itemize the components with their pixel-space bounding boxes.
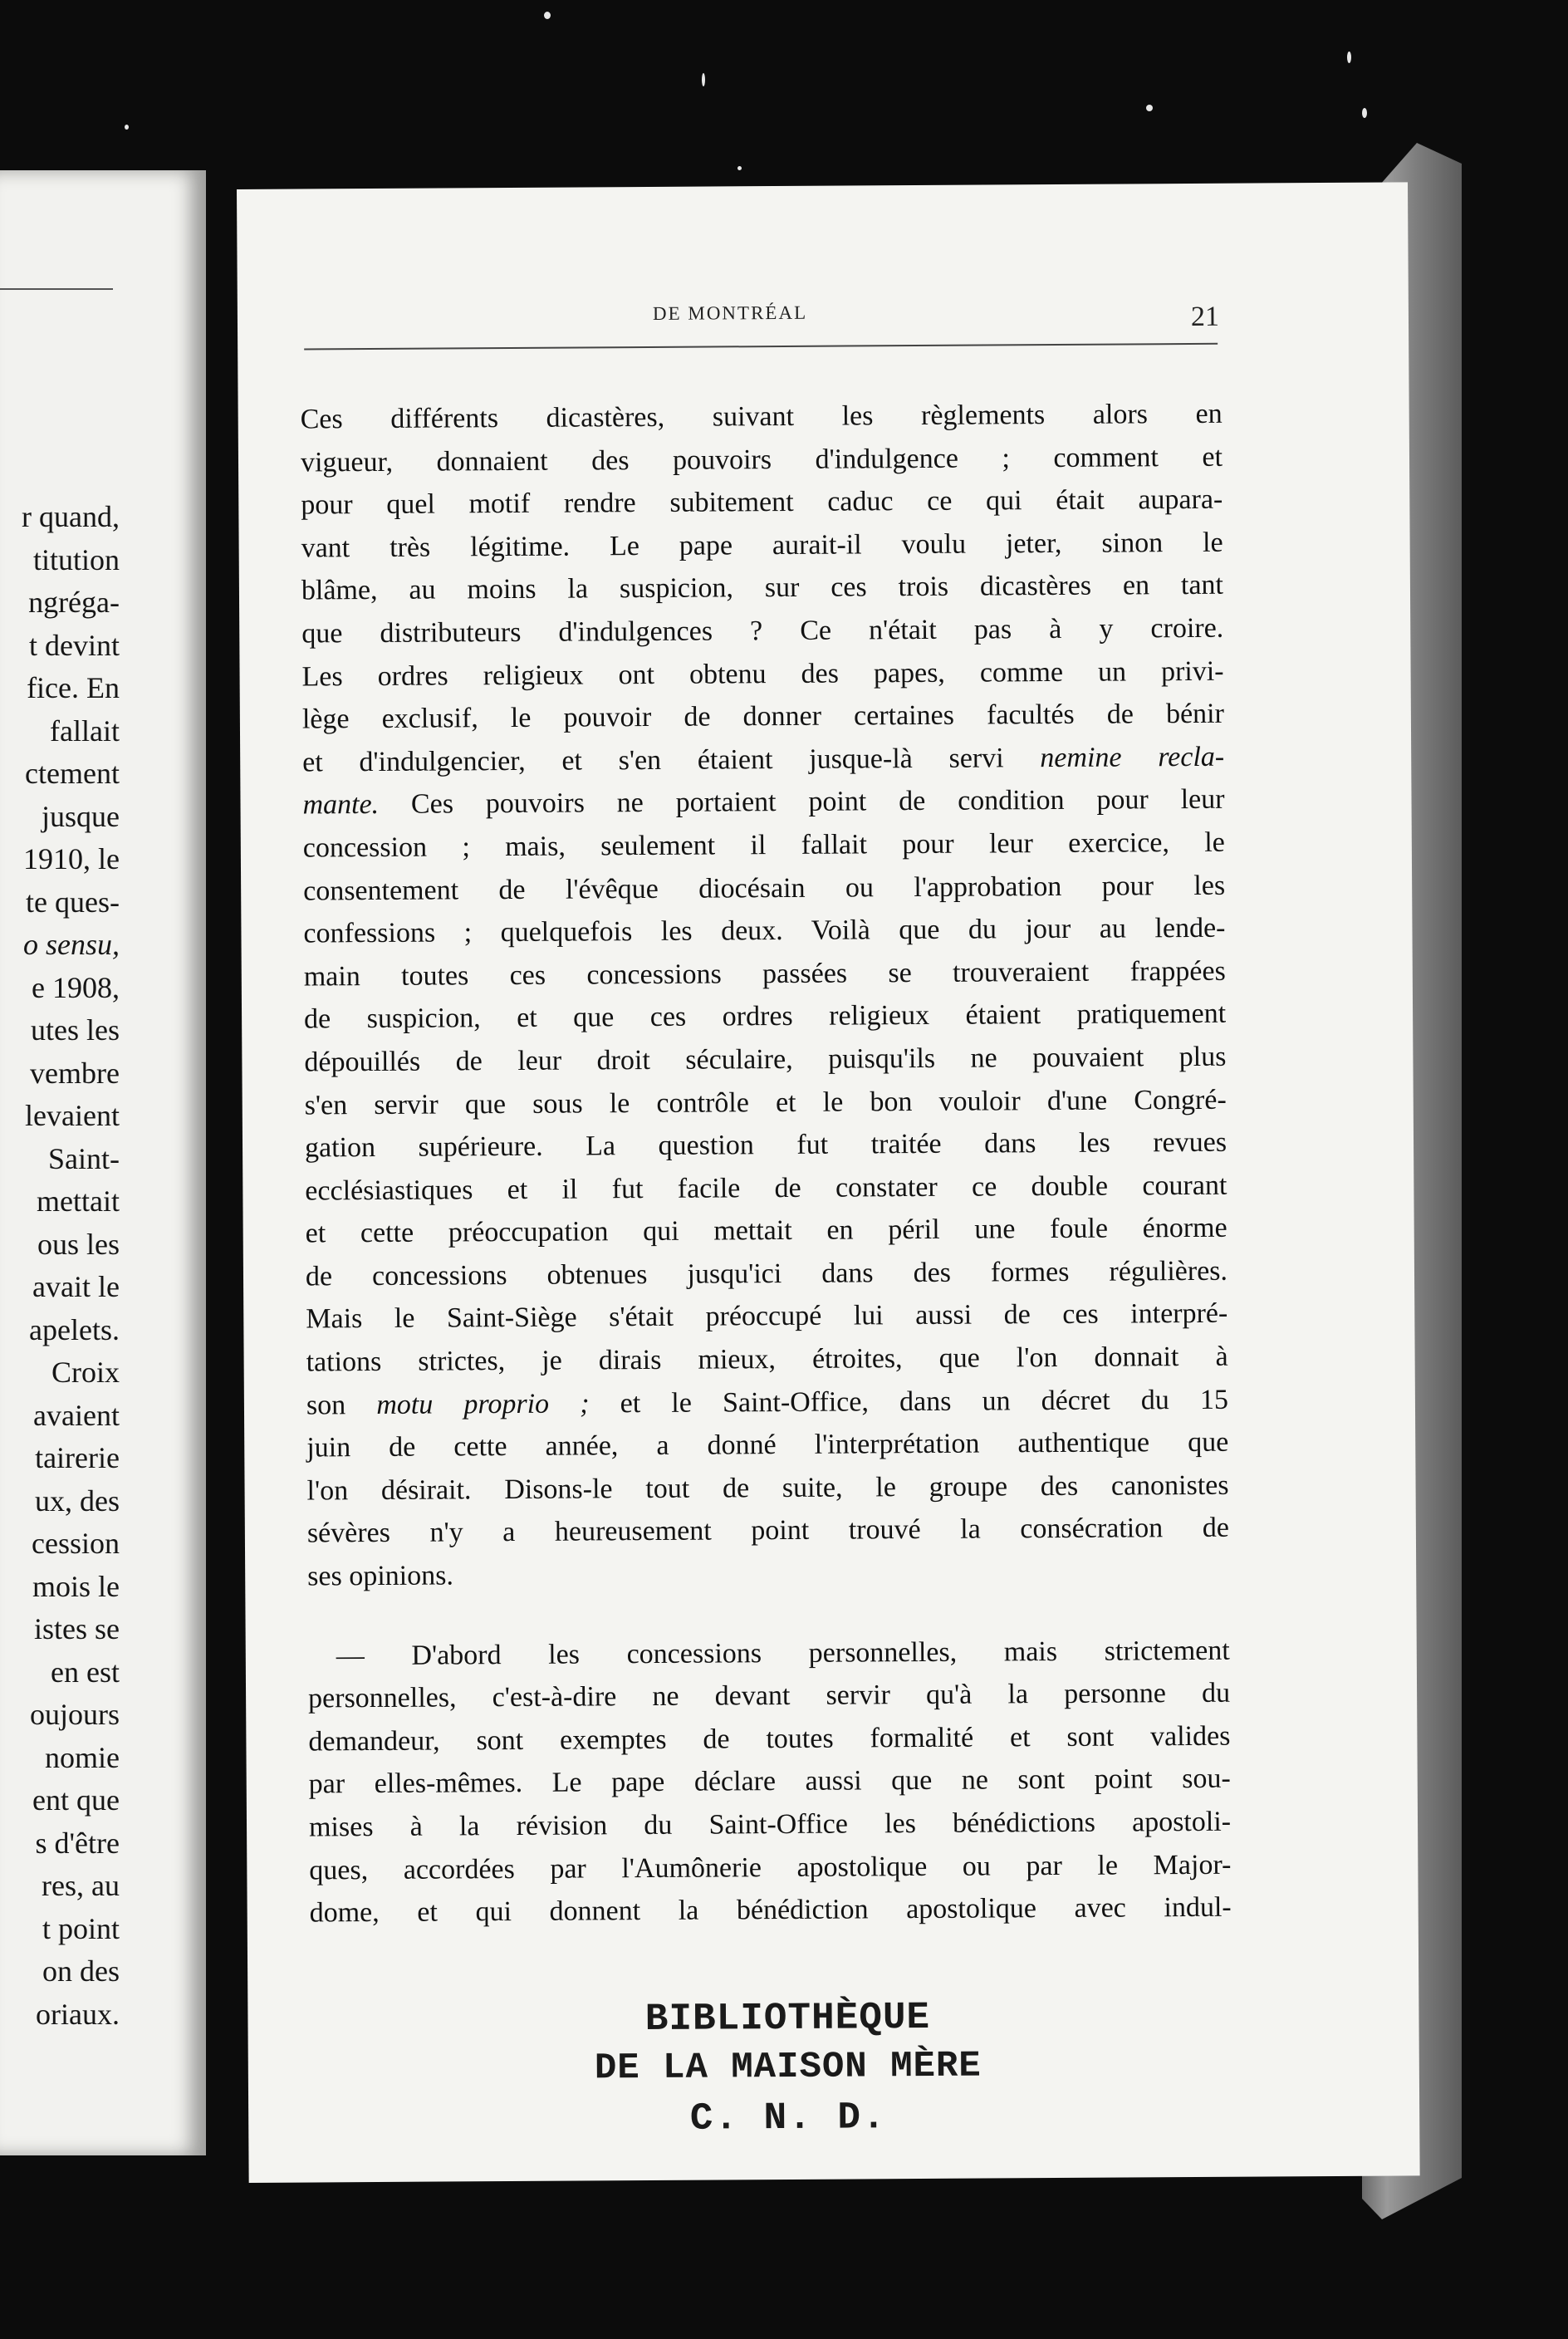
text-line: Les ordres religieux ont obtenu des papes, comme un privi- [301, 655, 1224, 693]
text-line: gation supérieure. La question fut traitée dans les revues [304, 1126, 1227, 1164]
text-line: demandeur, sont exemptes de toutes formalité et sont valides [308, 1720, 1231, 1758]
text-line: ecclésiastiques et il fut facile de constater ce double courant [305, 1170, 1227, 1207]
text-line: — D'abord les concessions personnelles, mais strictement [336, 1635, 1230, 1671]
text-segment: Ces pouvoirs ne portaient point de condition pour leur [379, 784, 1225, 821]
text-line: sévères n'y a heureusement point trouvé la consécration de [306, 1513, 1229, 1549]
text-line: personnelles, c'est-à-dire ne devant servir qu'à la personne du [307, 1677, 1231, 1714]
text-line: ses opinions. [307, 1560, 454, 1592]
previous-page-line: te ques- [26, 885, 120, 919]
text-line: confessions ; quelquefois les deux. Voilà que du jour au lende- [303, 912, 1226, 949]
previous-page-line: vembre [30, 1056, 120, 1090]
text-line: par elles-mêmes. Le pape déclare aussi que ne sont point sou- [308, 1763, 1231, 1800]
italic-text: motu proprio ; [376, 1388, 590, 1420]
text-line [306, 1378, 1228, 1426]
text-line: vant très légitime. Le pape aurait-il voulu jeter, sinon le [301, 527, 1223, 564]
previous-page-line: oriaux. [36, 1997, 120, 2031]
text-line: mises à la révision du Saint-Office les bénédictions apostoli- [308, 1806, 1232, 1843]
previous-page-line: avaient [33, 1398, 120, 1432]
previous-page-line: oujours [30, 1698, 120, 1731]
text-line [302, 778, 1224, 826]
text-line: de suspicion, et que ces ordres religieux étaient pratiquement [303, 998, 1227, 1035]
previous-page-line: mettait [37, 1184, 120, 1218]
text-line: dome, et qui donnent la bénédiction apostolique avec indul- [309, 1891, 1232, 1929]
previous-page-line: ngréga- [28, 586, 120, 619]
text-line: dépouillés de leur droit séculaire, puisqu'ils ne pouvaient plus [304, 1041, 1227, 1078]
page-number: 21 [1190, 301, 1220, 332]
previous-page-line: ux, des [35, 1483, 120, 1518]
library-stamp-line: BIBLIOTHÈQUE [644, 1995, 931, 2042]
previous-page-line: avait le [32, 1270, 120, 1303]
previous-page-line: s d'être [35, 1826, 120, 1860]
previous-page-line: t devint [29, 628, 120, 662]
previous-page-line: r quand, [22, 500, 120, 533]
text-line: ques, accordées par l'Aumônerie apostolique ou par le Major- [309, 1849, 1232, 1886]
text-line: de concessions obtenues jusqu'ici dans des formes régulières. [305, 1255, 1228, 1292]
text-line: Mais le Saint-Siège s'était préoccupé lui aussi de ces interpré- [306, 1298, 1228, 1335]
previous-page-text [22, 496, 120, 2036]
previous-page-line: Saint- [48, 1141, 120, 1175]
current-page [237, 182, 1420, 2183]
library-stamp-line: C. N. D. [689, 2096, 887, 2140]
library-stamp-line: DE LA MAISON MÈRE [594, 2045, 982, 2090]
previous-page-line: en est [51, 1655, 120, 1689]
previous-page-line: levaient [25, 1099, 120, 1132]
text-line: et cette préoccupation qui mettait en péril une foule énorme [305, 1213, 1227, 1249]
previous-page-line: tairerie [35, 1441, 120, 1474]
previous-page-line: on des [42, 1954, 120, 1988]
text-line: vigueur, donnaient des pouvoirs d'indulgence ; comment et [300, 441, 1223, 478]
text-segment: et d'indulgencier, et s'en étaient jusque-là servi [302, 743, 1004, 778]
text-line: juin de cette année, a donné l'interprétation authentique que [306, 1426, 1229, 1464]
text-line: concession ; mais, seulement il fallait pour leur exercice, le [302, 826, 1225, 864]
previous-page-line: jusque [42, 799, 120, 833]
text-line: que distributeurs d'indulgences ? Ce n'était pas à y croire. [301, 612, 1224, 650]
previous-page-line: fallait [50, 713, 120, 748]
previous-page-line: nomie [45, 1740, 120, 1774]
text-line: s'en servir que sous le contrôle et le bon vouloir d'une Congré- [304, 1084, 1227, 1121]
previous-page-line: o sensu, [23, 928, 120, 961]
page-body [301, 393, 1232, 1935]
text-segment: et le Saint-Office, dans un décret du 15 [589, 1384, 1229, 1420]
previous-page-line: ent que [32, 1783, 120, 1817]
text-segment: son [306, 1389, 346, 1421]
previous-page-line: Croix [51, 1356, 120, 1389]
header-rule [304, 343, 1218, 351]
text-line [302, 735, 1224, 783]
previous-page-line: ctement [25, 757, 120, 790]
previous-page-rule [0, 288, 113, 290]
previous-page-line: mois le [32, 1569, 120, 1603]
text-line: l'on désirait. Disons-le tout de suite, le groupe des canonistes [306, 1469, 1229, 1507]
previous-page-line: res, au [42, 1869, 120, 1902]
previous-page-line: e 1908, [32, 970, 120, 1004]
text-line: consentement de l'évêque diocésain ou l'approbation pour les [303, 870, 1226, 907]
text-line: main toutes ces concessions passées se trouveraient frappées [303, 955, 1226, 993]
previous-page-line: 1910, le [23, 842, 120, 875]
previous-page-line: titution [32, 542, 120, 576]
text-line: lège exclusif, le pouvoir de donner certaines facultés de bénir [301, 698, 1224, 735]
previous-page-line: cession [32, 1527, 120, 1560]
previous-page-line: utes les [31, 1013, 120, 1047]
previous-page-line: istes se [34, 1612, 120, 1645]
italic-text: nemine recla- [1040, 741, 1225, 773]
text-line: blâme, au moins la suspicion, sur ces trois dicastères en tant [301, 570, 1224, 606]
previous-page-fragment [0, 170, 206, 2155]
text-line: Ces différents dicastères, suivant les règlements alors en [300, 398, 1223, 435]
previous-page-line: ous les [37, 1227, 120, 1261]
previous-page-line: apelets. [29, 1312, 120, 1346]
text-line: pour quel motif rendre subitement caduc ce qui était aupara- [301, 483, 1223, 521]
previous-page-line: t point [42, 1911, 120, 1945]
running-head: DE MONTRÉAL [652, 302, 808, 324]
previous-page-line: fice. En [27, 671, 120, 704]
italic-text: mante. [302, 789, 380, 821]
text-line: tations strictes, je dirais mieux, étroites, que l'on donnait à [306, 1341, 1228, 1378]
